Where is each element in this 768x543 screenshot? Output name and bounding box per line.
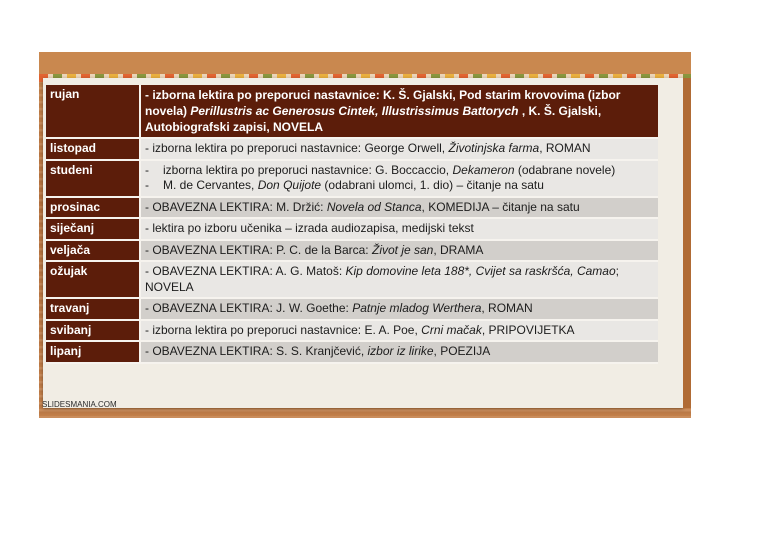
description-text: - OBAVEZNA LEKTIRA: S. S. Kranjčević, bbox=[145, 344, 368, 358]
description-text: - OBAVEZNA LEKTIRA: M. Držić: bbox=[145, 199, 327, 214]
description-cell bbox=[140, 138, 658, 160]
table-row-siječanj bbox=[46, 218, 658, 240]
wood-background-right bbox=[683, 78, 691, 408]
table-row-svibanj bbox=[46, 320, 658, 342]
table-row-veljača bbox=[46, 240, 658, 262]
description-text: , DRAMA bbox=[433, 242, 484, 257]
description-text: izborna lektira po preporuci nastavnice: G. Boccaccio, bbox=[163, 162, 453, 177]
slidesmania-credit: SLIDESMANIA.COM bbox=[42, 400, 117, 409]
table-row-lipanj bbox=[46, 341, 658, 363]
bullet-item bbox=[145, 178, 654, 194]
description-text: , KOMEDIJA – čitanje na satu bbox=[421, 199, 580, 214]
month-cell: siječanj bbox=[46, 218, 140, 240]
description-text: , K. Š. Gjalski, Autobiografski zapisi, NOVELA bbox=[145, 104, 602, 134]
month-cell: listopad bbox=[46, 138, 140, 160]
description-cell bbox=[140, 197, 658, 219]
book-title-text: Perillustris ac Generosus Cintek, Illustrissimus Battorych bbox=[190, 104, 519, 118]
description-text: , POEZIJA bbox=[433, 344, 491, 358]
description-text: , PRIPOVIJETKA bbox=[481, 322, 575, 337]
month-cell: lipanj bbox=[46, 341, 140, 363]
description-cell bbox=[140, 218, 658, 240]
table-row-ožujak bbox=[46, 261, 658, 298]
month-cell: veljača bbox=[46, 240, 140, 262]
table-row-studeni bbox=[46, 160, 658, 197]
month-cell: svibanj bbox=[46, 320, 140, 342]
description-text: M. de Cervantes, bbox=[163, 178, 258, 192]
table-row-travanj bbox=[46, 298, 658, 320]
bullet-marker: - bbox=[145, 178, 149, 192]
book-title-text: Dekameron bbox=[452, 162, 515, 177]
description-cell bbox=[140, 160, 658, 197]
book-title-text: Crni mačak bbox=[421, 322, 482, 337]
table-row-rujan bbox=[46, 85, 658, 138]
book-title-text: Život je san bbox=[371, 242, 434, 257]
bullet-item bbox=[145, 163, 654, 179]
book-title-text: Patnje mladog Werthera bbox=[352, 301, 482, 315]
wood-background-top bbox=[39, 52, 691, 76]
description-text: , ROMAN bbox=[539, 141, 591, 155]
description-cell bbox=[140, 320, 658, 342]
description-text: - OBAVEZNA LEKTIRA: P. C. de la Barca: bbox=[145, 242, 372, 257]
description-text: - OBAVEZNA LEKTIRA: A. G. Matoš: bbox=[145, 264, 346, 278]
description-text: - izborna lektira po preporuci nastavnice: George Orwell, bbox=[145, 141, 449, 155]
description-text: (odabrani ulomci, 1. dio) – čitanje na satu bbox=[321, 178, 544, 192]
month-cell: ožujak bbox=[46, 261, 140, 298]
description-text: (odabrane novele) bbox=[514, 162, 616, 177]
description-cell bbox=[140, 261, 658, 298]
month-cell: travanj bbox=[46, 298, 140, 320]
description-cell bbox=[140, 298, 658, 320]
table-row-listopad bbox=[46, 138, 658, 160]
book-title-text: Kip domovine leta 188*, Cvijet sa raskršća, Camao bbox=[345, 264, 616, 278]
description-cell bbox=[140, 341, 658, 363]
slide bbox=[39, 52, 691, 418]
book-title-text: Životinjska farma bbox=[448, 141, 540, 155]
month-cell: rujan bbox=[46, 85, 140, 138]
description-text: - izborna lektira po preporuci nastavnice: E. A. Poe, bbox=[145, 322, 422, 337]
description-cell bbox=[140, 85, 658, 138]
description-text: - OBAVEZNA LEKTIRA: J. W. Goethe: bbox=[145, 301, 353, 315]
description-text: , ROMAN bbox=[481, 301, 533, 315]
book-title-text: Don Quijote bbox=[257, 178, 322, 192]
description-cell bbox=[140, 240, 658, 262]
description-text: - lektira po izboru učenika – izrada audiozapisa, medijski tekst bbox=[145, 221, 474, 235]
reading-list-table bbox=[46, 85, 658, 364]
description-text: ; NOVELA bbox=[145, 264, 619, 294]
book-title-text: izbor iz lirike bbox=[367, 344, 434, 358]
month-cell: studeni bbox=[46, 160, 140, 197]
book-title-text: Novela od Stanca bbox=[326, 199, 422, 214]
description-text: - izborna lektira po preporuci nastavnice: K. Š. Gjalski, Pod starim krovovima (izbor novela) bbox=[145, 88, 621, 118]
month-cell: prosinac bbox=[46, 197, 140, 219]
bullet-marker: - bbox=[145, 162, 149, 177]
table-row-prosinac bbox=[46, 197, 658, 219]
